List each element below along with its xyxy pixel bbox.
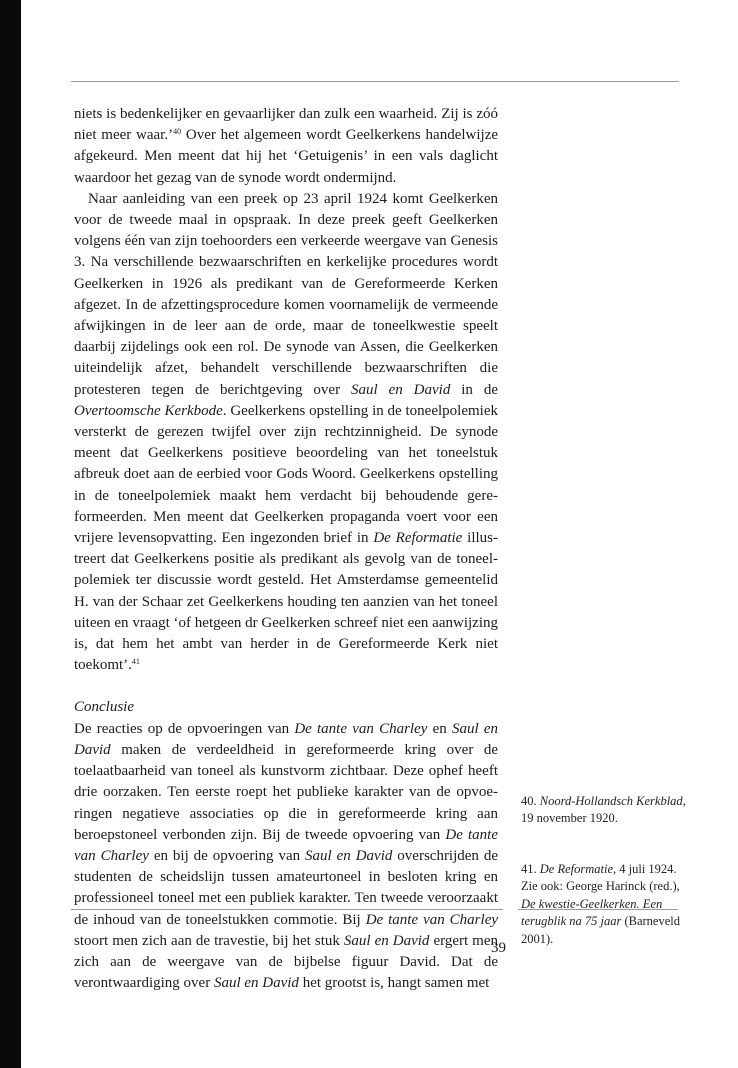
footnote-italic: De kwestie-Geelkerken. Een terugblik na 75 jaar bbox=[521, 896, 663, 929]
italic-title: Saul en David bbox=[74, 720, 498, 758]
italic-title: De Reformatie bbox=[373, 530, 463, 547]
footnote-text: , 4 juli 1924. Zie ook: George Harinck (red.), bbox=[521, 862, 680, 894]
bottom-rule-main bbox=[71, 909, 503, 910]
italic-title: De tante van Charley bbox=[365, 911, 499, 928]
page-number: 39 bbox=[491, 940, 506, 956]
italic-title: De tante van Charley bbox=[294, 720, 428, 737]
footnote-italic: De Reformatie bbox=[539, 862, 613, 876]
italic-title: Saul en David bbox=[305, 847, 393, 864]
text-run: ergert men zich aan de weergave van de bijbelse figuur David. Dat de verontwaardiging over bbox=[74, 932, 498, 992]
footnote-text: (Barneveld 2001). bbox=[521, 914, 680, 946]
top-rule bbox=[71, 81, 679, 82]
text-run: overschrijden de studenten de scheidslijn tussen amateurtoneel in besloten kring en professioneel toneel met een publiek karakter. Ten tweede veroorzaakt de inhoud van de toneelstukken commotie. Bij bbox=[74, 847, 499, 928]
paragraph-2 bbox=[74, 189, 498, 677]
text-run: in de bbox=[450, 381, 499, 398]
text-run: het grootst is, hangt samen met bbox=[298, 975, 490, 992]
scan-black-edge bbox=[0, 0, 21, 1068]
footnote-40 bbox=[521, 793, 689, 828]
text-run: Over het algemeen wordt Geelkerkens handelwijze afgekeurd. Men meent dat hij het ‘Getuigenis’ in een vals daglicht waardoor het gezag van de synode wordt ondermijnd. bbox=[74, 127, 499, 186]
text-run: niets is bedenkelijker en gevaarlijker dan zulk een waarheid. Zij is zóó niet meer waar.’ bbox=[74, 106, 498, 144]
text-run: illustreert dat Geelkerkens positie als predikant als gevolg van de toneelpolemiek ter discussie wordt gesteld. Het Amsterdamse gemeentelid H. van der Schaar zet Geelkerkens houding ten aanzien van het toneel uiteen en vraagt ‘of hetgeen dr Geelkerken schreef niet een aanwijzing is, dat hem het ambt van herder in de Gereformeerde Kerk niet toekomt’. bbox=[74, 530, 499, 674]
footnote-number: 40. bbox=[521, 794, 540, 808]
section-heading: Conclusie bbox=[74, 699, 134, 716]
italic-title: Saul en David bbox=[343, 932, 430, 949]
paragraph-1 bbox=[74, 104, 498, 189]
text-run: Naar aanleiding van een preek op 23 april 1924 komt Geelkerken voor de tweede maal in opspraak. In deze preek geeft Geelkerken volgens één van zijn toehoorders een verkeerde weergave van Genesis 3. Na verschillende bezwaarschriften en kerkelijke procedures wordt Geelkerken in 1926 als predikant van de Gereformeerde Kerken afgezet. In de afzettingsprocedure komen voornamelijk de vermeende afwijkingen in de leer aan de orde, maar de toneelkwestie speelt daarbij zijdelings ook een rol. De synode van Assen, die Geelkerken uiteindelijk afzet, behandelt verschillende bezwaarschriften die protesteren tegen de berichtgeving over bbox=[74, 190, 498, 398]
italic-title: Saul en David bbox=[213, 975, 299, 992]
text-run: De reacties op de opvoeringen van bbox=[74, 720, 295, 737]
footnote-41 bbox=[521, 861, 689, 948]
text-run: en bbox=[427, 720, 452, 737]
text-run: en bij de opvoering van bbox=[148, 847, 306, 864]
italic-title: Saul en David bbox=[351, 381, 451, 398]
text-run: maken de verdeeldheid in gereformeerde kring over de toelaatbaarheid van toneel als kunstvorm zichtbaar. Deze ophef heeft drie oorzaken. Ten eerste roept het publieke karakter van de opvoeringen negatieve associaties op die in gereformeerde kring aan beroepstoneel verbonden zijn. Bij de tweede opvoering van bbox=[74, 741, 498, 843]
footnote-ref-41: 41 bbox=[131, 657, 140, 667]
italic-title: De tante van Charley bbox=[74, 826, 498, 864]
paragraph-3 bbox=[74, 719, 498, 995]
footnote-ref-40: 40 bbox=[173, 127, 182, 137]
italic-title: Overtoomsche Kerkbode bbox=[74, 402, 223, 419]
footnote-italic: Noord-Hollandsch Kerkblad bbox=[539, 794, 683, 808]
footnote-number: 41. bbox=[521, 862, 540, 876]
text-run: . Geelkerkens opstelling in de toneelpolemiek versterkt de gerezen twijfel over zijn rechtzinnigheid. De synode meent dat Geelkerkens positieve beoordeling van het toneelstuk afbreuk doet aan de eerbied voor Gods Woord. Geelkerkens opstelling in de toneelpolemiek maakt hem verdacht bij behoudende gereformeerden. Men meent dat Geelkerken propaganda voert voor een vrijere levensopvatting. Een ingezonden brief in bbox=[74, 402, 498, 547]
footnote-text: , 19 november 1920. bbox=[521, 794, 686, 826]
bottom-rule-side bbox=[518, 909, 678, 910]
main-text-column bbox=[74, 104, 498, 994]
text-run: stoort men zich aan de travestie, bij het stuk bbox=[74, 932, 344, 949]
